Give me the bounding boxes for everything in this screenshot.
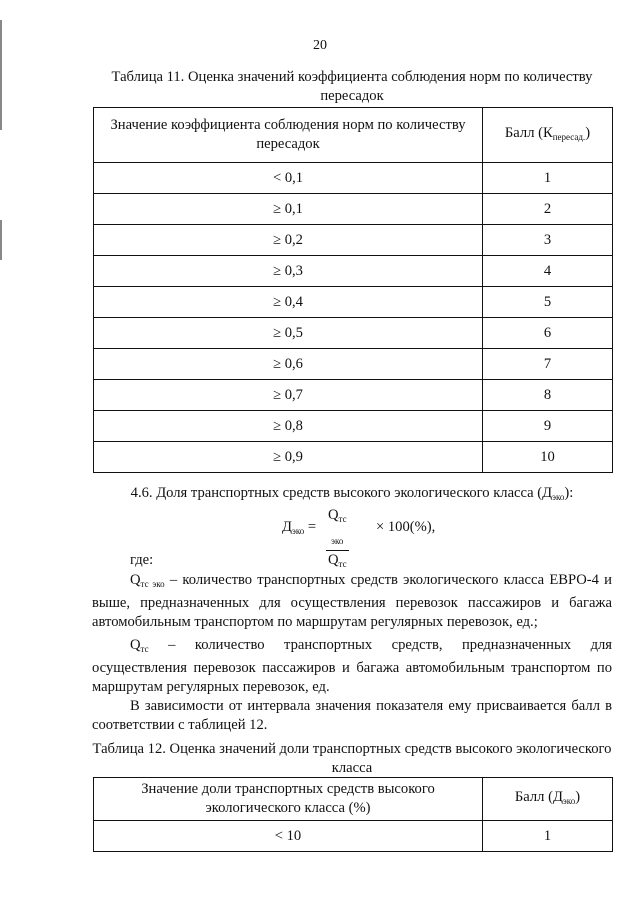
formula-lhs-subscript: эко (291, 526, 305, 536)
value-cell: < 0,1 (94, 163, 483, 194)
table-row (94, 442, 613, 473)
table-row (94, 287, 613, 318)
page-number: 20 (313, 38, 327, 53)
table-row (94, 163, 613, 194)
value-cell: ≥ 0,5 (94, 318, 483, 349)
definition-symbol-subscript: тс эко (140, 579, 165, 589)
definition-text: – количество транспортных средств, предназначенных для осуществления перевозок пассажиров и багажа автомобильным транспортом по маршрутам регулярных перевозок, ед. (92, 637, 612, 695)
definition-text: – количество транспортных средств экологического класса ЕВРО-4 и выше, предназначенных для осуществления перевозок пассажиров и багажа автомобильным транспортом по маршрутам регулярных перевозок, ед.; (92, 572, 612, 630)
header-score-subscript: пересад. (552, 131, 586, 142)
score-cell: 1 (483, 821, 613, 852)
value-cell: ≥ 0,2 (94, 225, 483, 256)
value-cell: ≥ 0,7 (94, 380, 483, 411)
score-cell: 7 (483, 349, 613, 380)
value-cell: ≥ 0,3 (94, 256, 483, 287)
score-cell: 6 (483, 318, 613, 349)
formula-equals: = (304, 519, 317, 535)
table-11-caption: Таблица 11. Оценка значений коэффициента соблюдения норм по количеству пересадок (111, 69, 593, 104)
header-score-label: Балл (К (504, 124, 553, 141)
score-cell: 8 (483, 380, 613, 411)
table-row (94, 349, 613, 380)
formula-numerator-subscript: тс эко (331, 514, 347, 546)
section-title-subscript: эко (552, 492, 565, 502)
definition-q-eco (92, 571, 612, 632)
scan-margin-mark (0, 220, 2, 260)
score-note: В зависимости от интервала значения показателя ему присваивается балл в соответствии с таблицей 12. (92, 698, 612, 733)
formula-denominator-symbol: Q (328, 552, 339, 568)
formula-lhs (282, 518, 316, 541)
definition-symbol: Q (130, 572, 141, 588)
value-cell: ≥ 0,4 (94, 287, 483, 318)
table-12 (93, 777, 613, 852)
header-value-column: Значение коэффициента соблюдения норм по количеству пересадок (94, 108, 483, 163)
definition-symbol: Q (130, 637, 141, 653)
score-cell: 2 (483, 194, 613, 225)
score-cell: 3 (483, 225, 613, 256)
table-row (94, 411, 613, 442)
header-score-column (483, 108, 613, 163)
table-12-caption: Таблица 12. Оценка значений доли транспортных средств высокого экологического класса (92, 741, 612, 776)
formula-denominator-subscript: тс (338, 559, 347, 569)
section-title: 4.6. Доля транспортных средств высокого экологического класса (Д (130, 485, 553, 501)
section-heading (92, 484, 612, 507)
header-score-close: ) (575, 788, 581, 805)
score-cell: 1 (483, 163, 613, 194)
score-cell: 5 (483, 287, 613, 318)
value-cell: ≥ 0,1 (94, 194, 483, 225)
formula-lhs-symbol: Д (282, 519, 292, 535)
where-label: где: (130, 552, 154, 568)
header-value-column: Значение доли транспортных средств высокого экологического класса (%) (94, 778, 483, 821)
formula-numerator-symbol: Q (328, 507, 339, 523)
table-row (94, 194, 613, 225)
header-score-close: ) (585, 124, 591, 141)
formula-rhs: × 100(%), (376, 519, 436, 535)
header-score-label: Балл (Д (514, 788, 563, 805)
value-cell: ≥ 0,9 (94, 442, 483, 473)
score-cell: 10 (483, 442, 613, 473)
header-score-subscript: эко (562, 795, 576, 806)
definition-symbol-subscript: тс (140, 644, 149, 654)
section-title-close: ): (564, 485, 574, 501)
definition-q-total (92, 636, 612, 697)
formula-numerator (326, 506, 349, 551)
table-header-row (94, 778, 613, 821)
value-cell: ≥ 0,8 (94, 411, 483, 442)
value-cell: < 10 (94, 821, 483, 852)
table-11 (93, 107, 613, 473)
table-row (94, 225, 613, 256)
table-row (94, 256, 613, 287)
score-cell: 9 (483, 411, 613, 442)
table-row (94, 318, 613, 349)
table-row (94, 821, 613, 852)
table-row (94, 380, 613, 411)
value-cell: ≥ 0,6 (94, 349, 483, 380)
score-cell: 4 (483, 256, 613, 287)
table-header-row (94, 108, 613, 163)
header-score-column (483, 778, 613, 821)
